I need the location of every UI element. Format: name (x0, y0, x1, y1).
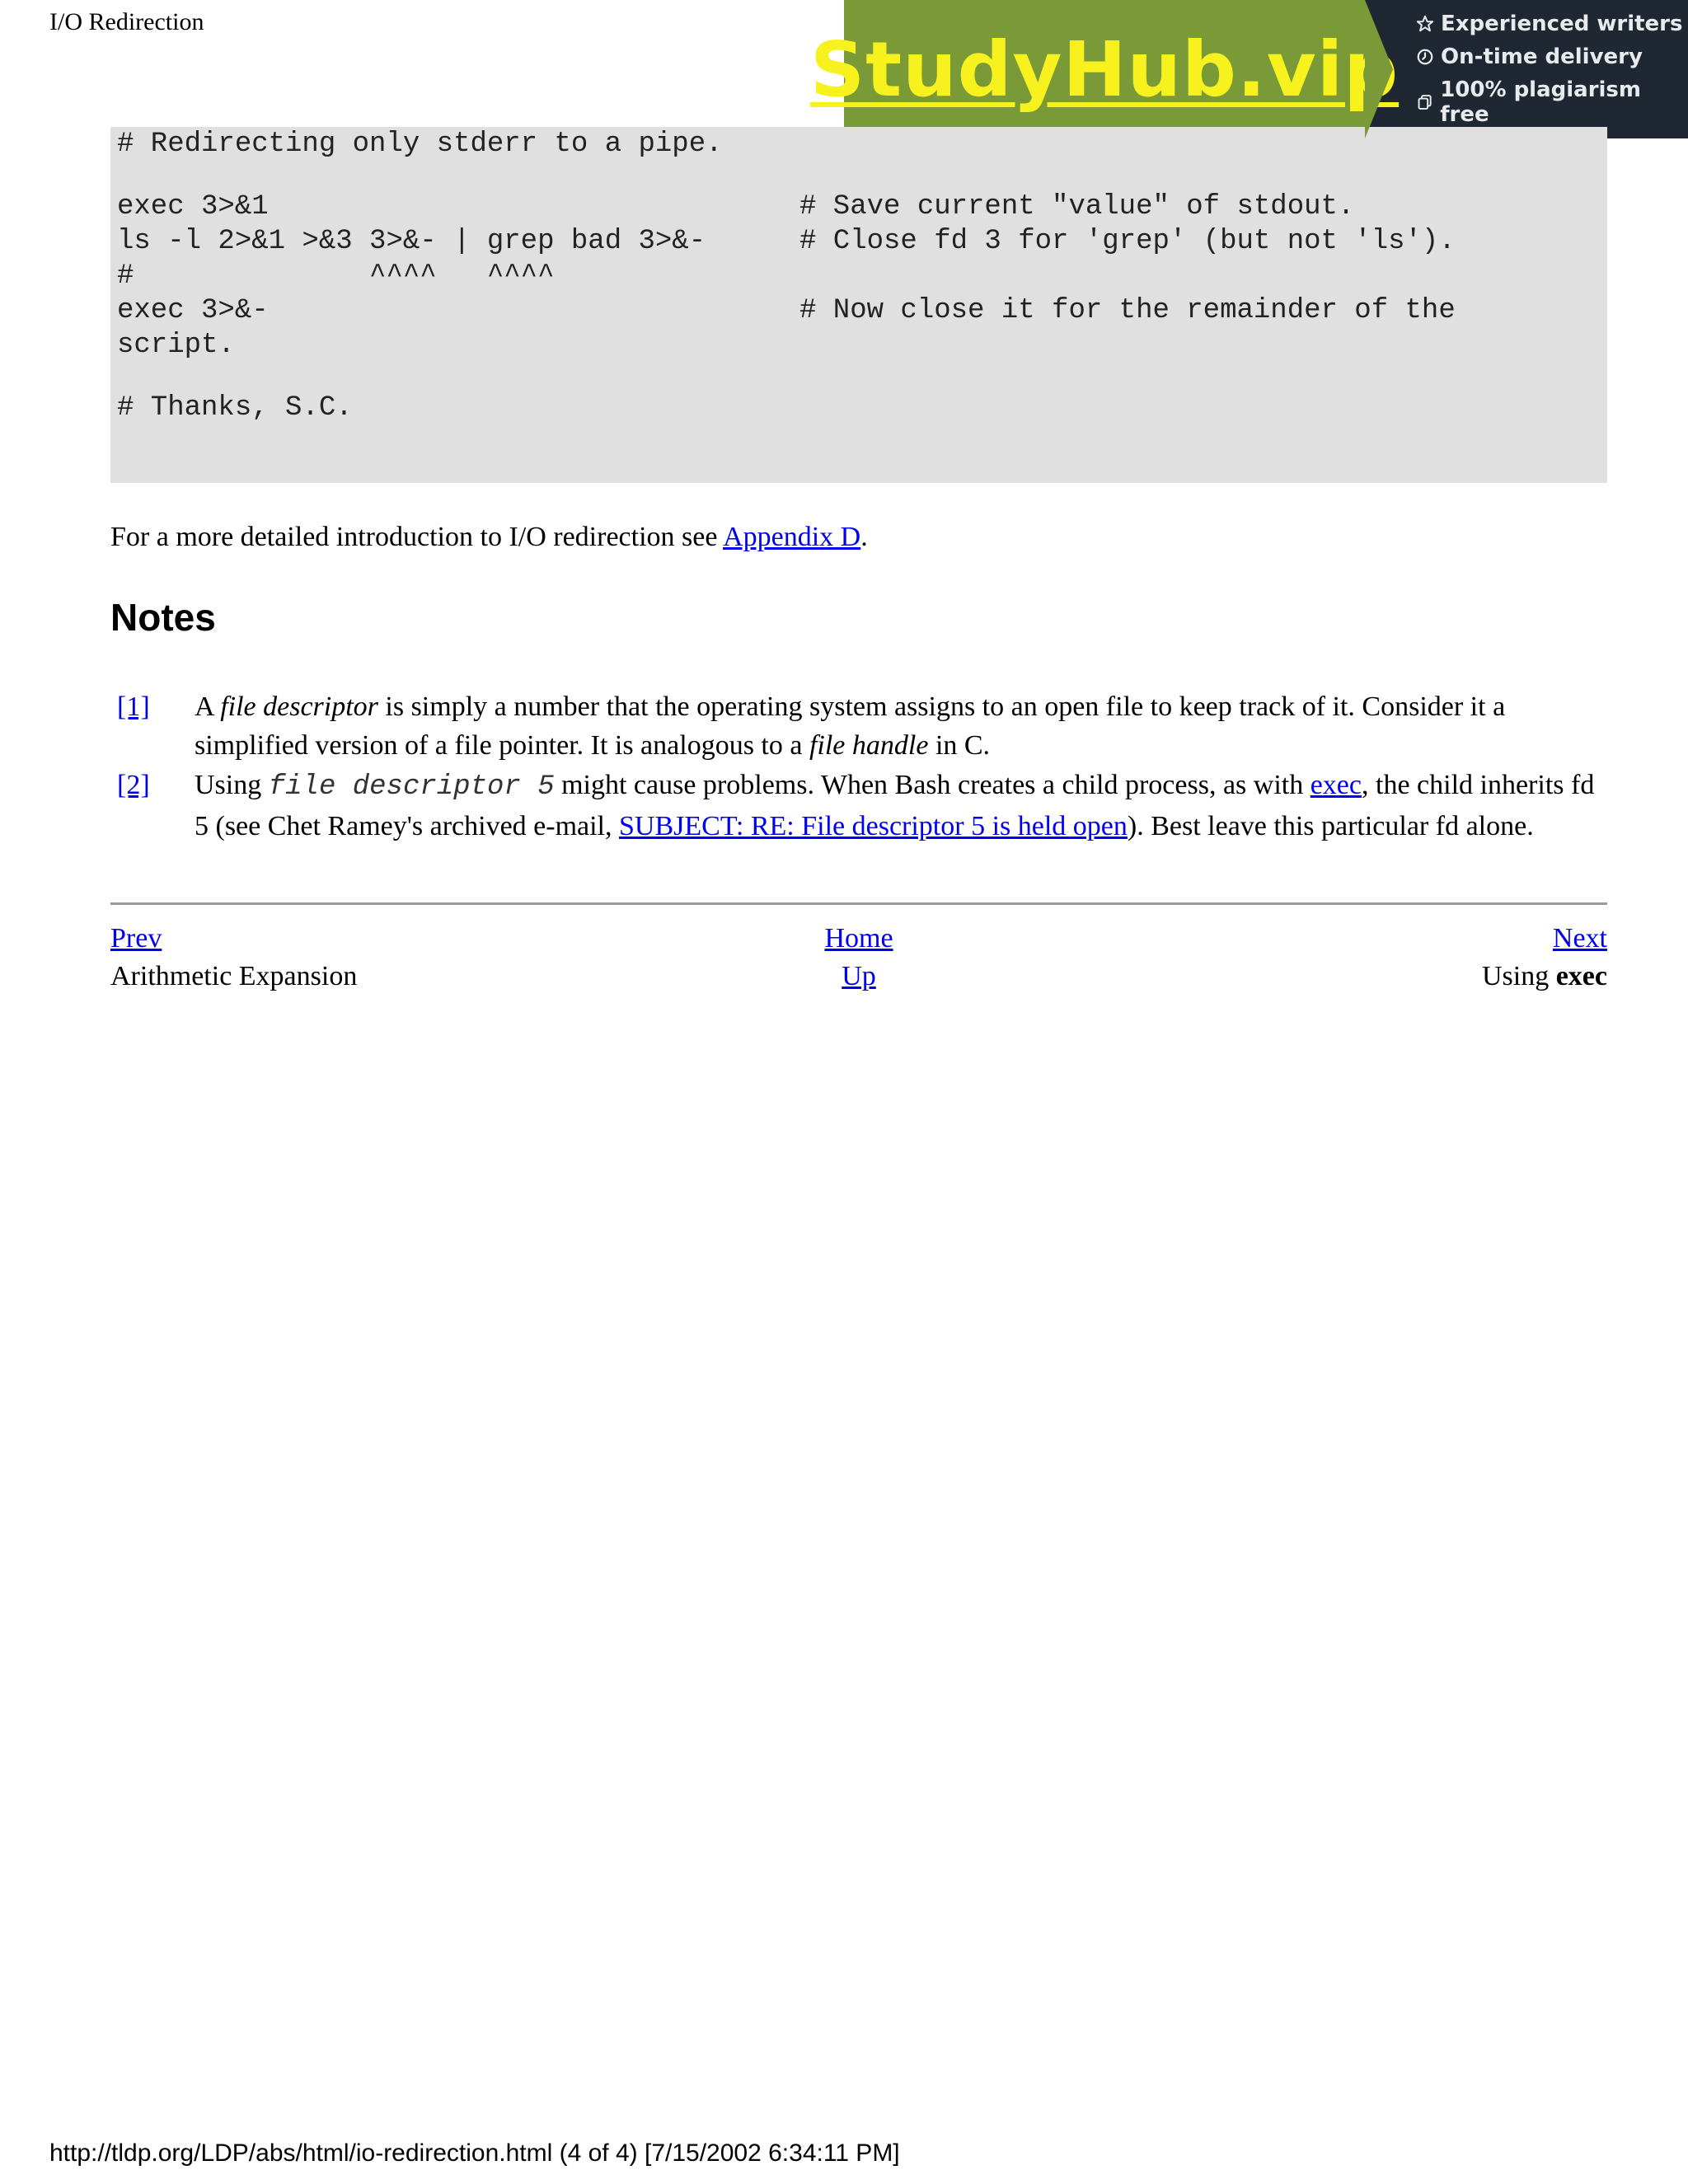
code-comment: # Close fd 3 for 'grep' (but not 'ls'). (799, 226, 1456, 257)
fn-text-part: ). Best leave this particular fd alone. (1127, 811, 1534, 841)
intro-paragraph (110, 518, 868, 557)
code-comment: # Now close it for the remainder of the (799, 295, 1456, 326)
home-link[interactable]: Home (824, 923, 893, 954)
next-title (1482, 958, 1607, 996)
fn-text-part: is simply a number that the operating system assigns to an open file to keep track of it. Consider it a simplified version of a file pointer. It is analogous to a (195, 691, 1506, 761)
ad-feature-text: Experienced writers (1441, 12, 1683, 36)
code-text: script. (117, 330, 235, 361)
up-link[interactable]: Up (842, 961, 876, 991)
code-line (117, 328, 1607, 363)
ad-brand-panel[interactable] (809, 0, 1400, 138)
copy-icon (1416, 93, 1433, 111)
intro-text: For a more detailed introduction to I/O redirection see (110, 522, 724, 552)
code-line (117, 259, 1607, 293)
nav-titles-row (110, 958, 1607, 996)
ad-feature (1416, 45, 1688, 69)
page-footer-url: http://tldp.org/LDP/abs/html/io-redirection.html (4 of 4) [7/15/2002 6:34:11 PM] (49, 2139, 900, 2167)
ad-brand-logo[interactable]: StudyHub.vip (809, 25, 1400, 114)
fn-text-part: might cause problems. When Bash creates a child process, as with (554, 770, 1311, 800)
footnote-1 (110, 687, 1607, 765)
email-subject-link[interactable]: SUBJECT: RE: File descriptor 5 is held open (619, 811, 1128, 841)
clock-icon (1416, 48, 1434, 66)
fn-text-part: in C. (928, 730, 991, 761)
prev-link[interactable]: Prev (110, 923, 162, 954)
code-text: ls -l 2>&1 >&3 3>&- | grep bad 3>&- (117, 226, 706, 257)
prev-title: Arithmetic Expansion (110, 961, 358, 991)
code-line (117, 391, 1607, 425)
code-text: exec 3>&- (117, 295, 269, 326)
ad-feature-text: 100% plagiarism free (1440, 77, 1642, 127)
next-title-command: exec (1555, 961, 1607, 991)
code-text: # Redirecting only stderr to a pipe. (117, 129, 723, 160)
fn-code: file descriptor 5 (268, 771, 555, 803)
fn-emphasis: file descriptor (220, 691, 378, 722)
code-line (117, 224, 1607, 259)
ad-banner[interactable] (809, 0, 1688, 138)
notes-heading: Notes (110, 596, 216, 639)
code-text: exec 3>&1 (117, 191, 269, 223)
ad-feature (1416, 77, 1688, 127)
code-line (117, 162, 1607, 190)
fn-text-part: Using (195, 770, 269, 800)
code-text: # ^^^^ ^^^^ (117, 260, 555, 292)
ad-feature (1416, 12, 1688, 36)
code-line (117, 363, 1607, 391)
page-header-title: I/O Redirection (49, 8, 204, 35)
nav-center (110, 920, 1607, 958)
nav-links-row (110, 920, 1607, 958)
star-outline-icon (1416, 15, 1434, 33)
ad-features-panel (1365, 0, 1688, 138)
fn-text-part: A (195, 691, 221, 722)
next-title-text: Using (1481, 961, 1556, 991)
ad-feature-text: On-time delivery (1441, 45, 1643, 69)
fn-emphasis: file handle (809, 730, 929, 761)
code-comment: # Save current "value" of stdout. (799, 191, 1355, 223)
footnote-2-text (195, 766, 1607, 846)
code-line (117, 190, 1607, 224)
code-block (110, 127, 1607, 483)
appendix-d-link[interactable]: Appendix D (723, 522, 861, 552)
exec-link[interactable]: exec (1310, 770, 1362, 800)
code-text: # Thanks, S.C. (117, 392, 353, 424)
divider (110, 902, 1607, 905)
footnote-2 (110, 766, 1607, 846)
code-line (117, 293, 1607, 328)
next-link[interactable]: Next (1552, 923, 1607, 954)
fn-text-part: , the child inherits fd 5 (see Chet Ramey's archived e-mail, (195, 770, 1595, 841)
nav-center (110, 958, 1607, 996)
footnote-2-backlink[interactable]: [2] (117, 770, 150, 800)
intro-text-end: . (860, 522, 868, 552)
footnote-1-backlink[interactable]: [1] (117, 691, 150, 722)
footnote-1-text (195, 687, 1607, 765)
